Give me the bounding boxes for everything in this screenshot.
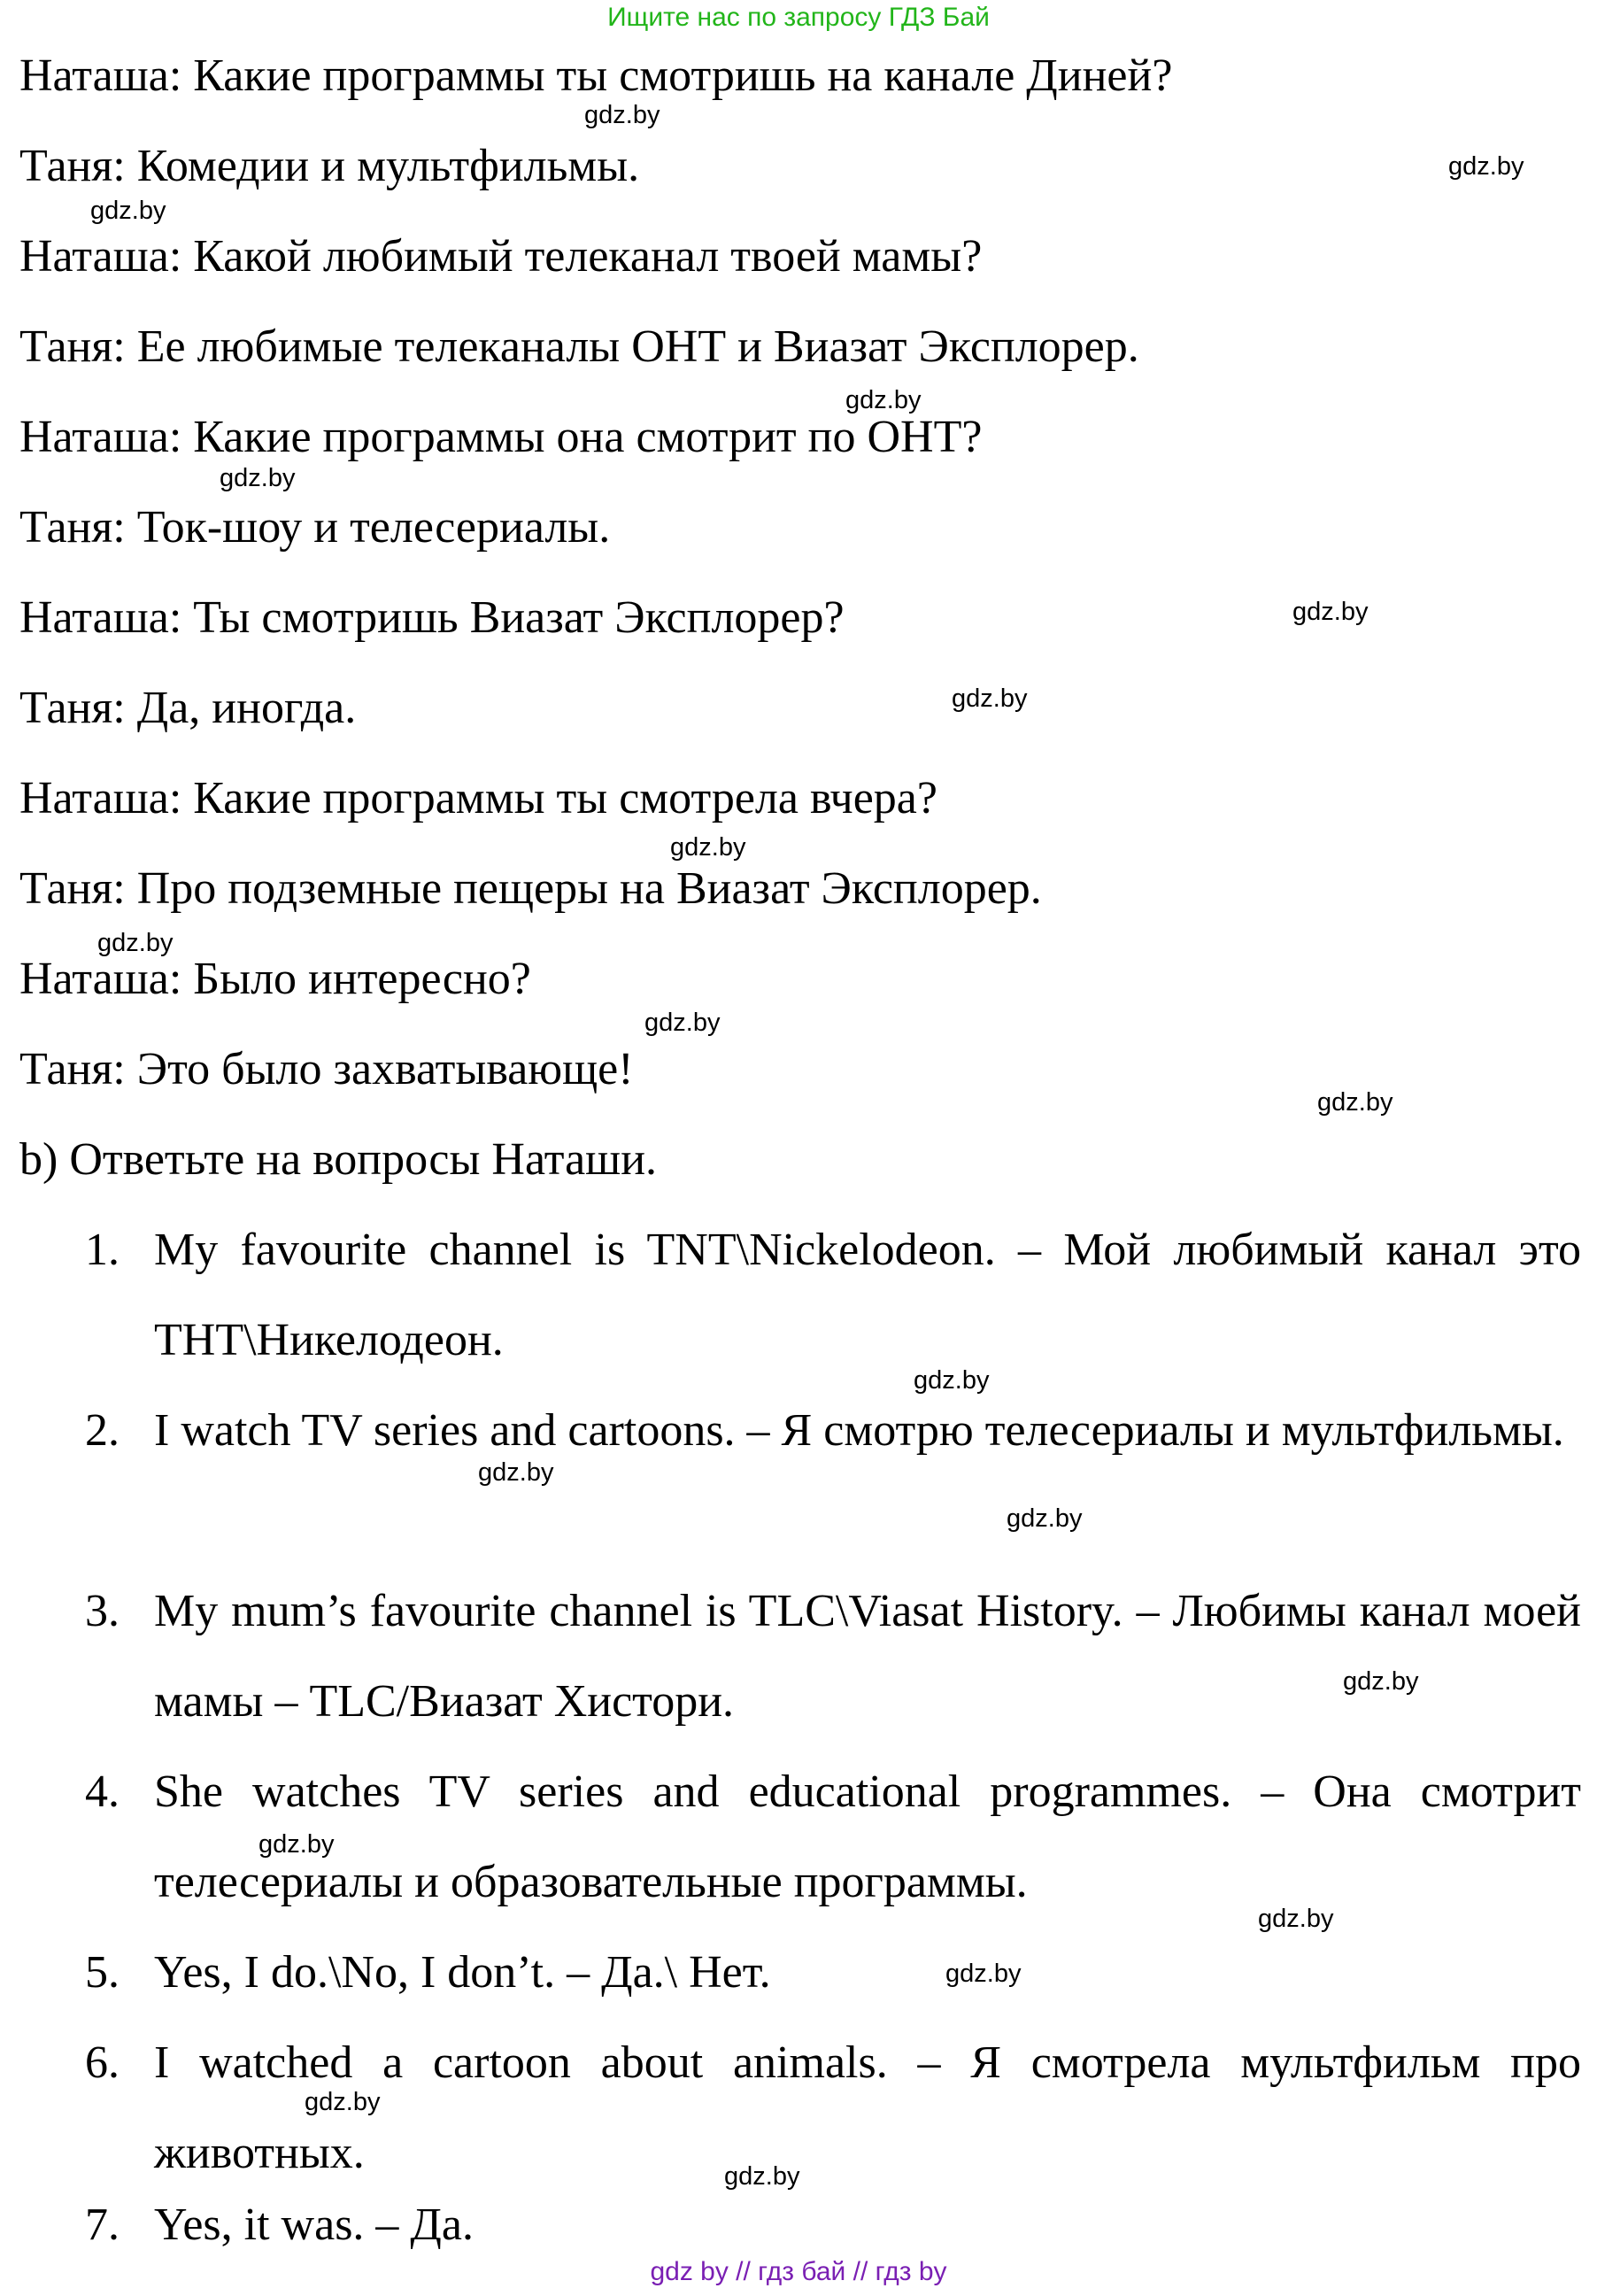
list-item xyxy=(85,1566,1581,1747)
watermark: gdz.by xyxy=(1292,598,1369,626)
dialogue-line: Таня: Комедии и мультфильмы. xyxy=(19,141,640,191)
watermark: gdz.by xyxy=(1343,1667,1419,1696)
dialogue-line: Таня: Да, иногда. xyxy=(19,683,357,733)
list-item-text: I watch TV series and cartoons. – Я смотрю телесериалы и мультфильмы. xyxy=(154,1405,1564,1456)
list-item-number: 7. xyxy=(85,2199,120,2250)
watermark: gdz.by xyxy=(670,833,746,862)
list-item-text: I watched a cartoon about animals. – Я смотрела мультфильм про животных. xyxy=(154,2037,1581,2178)
watermark: gdz.by xyxy=(97,929,174,957)
dialogue-line: Таня: Про подземные пещеры на Виазат Эксплорер. xyxy=(19,863,1042,914)
list-item xyxy=(85,1386,1581,1476)
list-item xyxy=(85,2199,1581,2252)
watermark: gdz.by xyxy=(644,1009,721,1037)
watermark: gdz.by xyxy=(914,1366,990,1395)
watermark: gdz.by xyxy=(1317,1088,1393,1117)
watermark: gdz.by xyxy=(1007,1504,1083,1533)
list-item-number: 1. xyxy=(85,1225,120,1275)
header-banner: Ищите нас по запросу ГДЗ Бай xyxy=(607,3,990,32)
list-item xyxy=(85,1928,1581,2018)
watermark: gdz.by xyxy=(952,684,1028,713)
watermark: gdz.by xyxy=(90,197,166,225)
dialogue-line: Таня: Ее любимые телеканалы ОНТ и Виазат Эксплорер. xyxy=(19,321,1139,372)
watermark: gdz.by xyxy=(258,1830,335,1859)
dialogue-line: Таня: Ток-шоу и телесериалы. xyxy=(19,502,611,553)
list-item-text: She watches TV series and educational programmes. – Она смотрит телесериалы и образовательные программы. xyxy=(154,1766,1581,1907)
list-item-number: 3. xyxy=(85,1586,120,1636)
watermark: gdz.by xyxy=(584,101,660,129)
watermark: gdz.by xyxy=(478,1458,554,1487)
dialogue-line: Наташа: Какие программы она смотрит по ОНТ? xyxy=(19,412,983,462)
footer-banner: gdz by // гдз бай // гдз by xyxy=(650,2257,947,2286)
dialogue-line: Наташа: Какие программы ты смотрела вчера? xyxy=(19,773,937,823)
list-item xyxy=(85,1205,1581,1386)
watermark: gdz.by xyxy=(845,386,922,414)
list-item-text: Yes, it was. – Да. xyxy=(154,2199,474,2250)
section-heading: b) Ответьте на вопросы Наташи. xyxy=(19,1134,658,1185)
list-item-number: 5. xyxy=(85,1947,120,1998)
dialogue-line: Наташа: Какие программы ты смотришь на канале Диней? xyxy=(19,50,1173,101)
list-item-number: 2. xyxy=(85,1405,120,1456)
watermark: gdz.by xyxy=(1448,152,1524,181)
dialogue-line: Наташа: Ты смотришь Виазат Эксплорер? xyxy=(19,592,845,643)
dialogue-line: Наташа: Какой любимый телеканал твоей мамы? xyxy=(19,231,983,282)
list-item-number: 6. xyxy=(85,2037,120,2088)
watermark: gdz.by xyxy=(724,2162,800,2191)
watermark: gdz.by xyxy=(305,2088,381,2116)
watermark: gdz.by xyxy=(945,1960,1022,1988)
list-item-number: 4. xyxy=(85,1766,120,1817)
dialogue-line: Таня: Это было захватывающе! xyxy=(19,1044,634,1094)
list-item-text: My favourite channel is TNT\Nickelodeon. – Мой любимый канал это ТНТ\Никелодеон. xyxy=(154,1225,1581,1365)
dialogue-line: Наташа: Было интересно? xyxy=(19,954,531,1004)
list-item-text: My mum’s favourite channel is TLC\Viasat History. – Любимы канал моей мамы – TLC/Виазат Хистори. xyxy=(154,1586,1581,1727)
watermark: gdz.by xyxy=(220,464,296,492)
watermark: gdz.by xyxy=(1258,1905,1334,1933)
list-item-text: Yes, I do.\No, I don’t. – Да.\ Нет. xyxy=(154,1947,771,1998)
